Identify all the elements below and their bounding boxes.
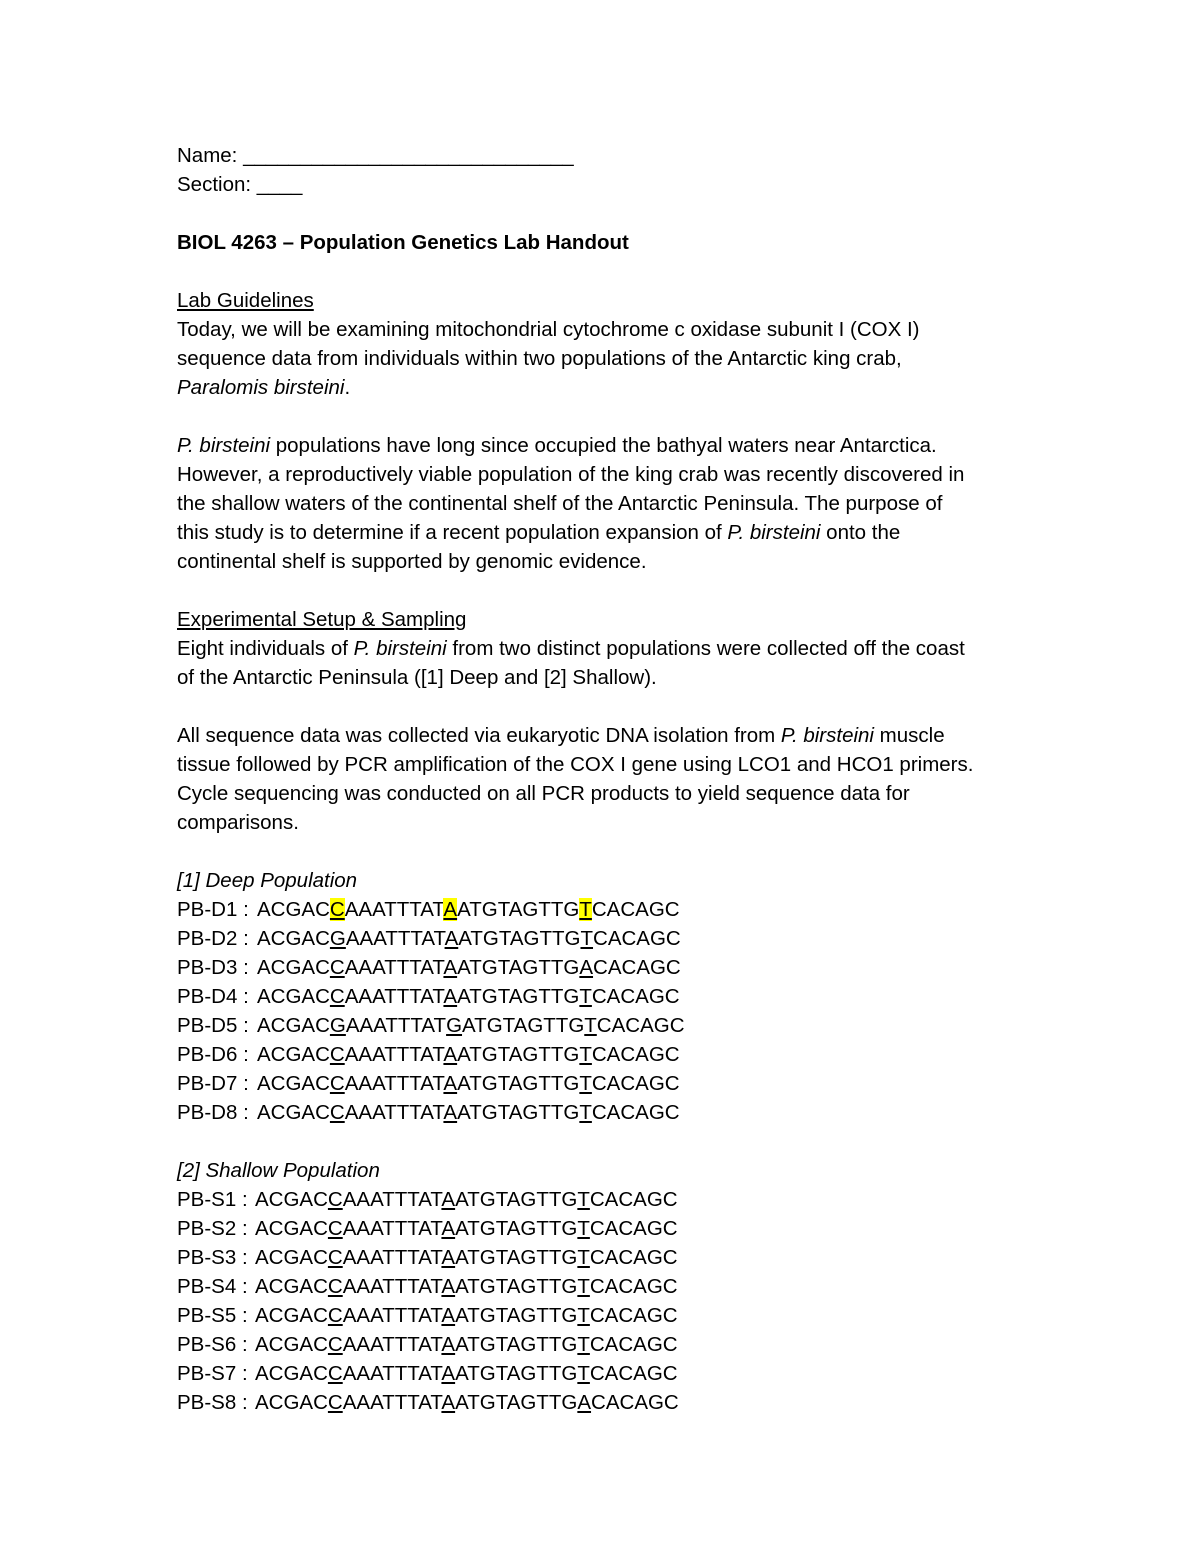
sequence-segment: CACAGC	[589, 1188, 678, 1211]
variable-site: T	[577, 1362, 590, 1385]
sequence-segment: AAATTTAT	[344, 898, 444, 921]
sequence-segment: ATGTAGTTG	[457, 985, 580, 1008]
sequence-row	[177, 1272, 1037, 1301]
sequence-segment: ATGTAGTTG	[455, 1333, 578, 1356]
sequence-segment: ACGAC	[257, 1043, 330, 1066]
sample-id: PB-S7 :	[177, 1362, 248, 1385]
sequence-segment: ACGAC	[257, 985, 330, 1008]
sequence-segment: ATGTAGTTG	[457, 1072, 580, 1095]
sequence-segment: CACAGC	[593, 956, 681, 979]
sequence-segment: ATGTAGTTG	[455, 1188, 578, 1211]
sequence-segment: AAATTTAT	[344, 956, 444, 979]
sequence-segment: AAATTTAT	[342, 1217, 442, 1240]
variable-site: T	[579, 985, 592, 1008]
sequence-row	[177, 924, 1037, 953]
sequence-segment: ATGTAGTTG	[455, 1304, 578, 1327]
setup-text-line: Cycle sequencing was conducted on all PCR products to yield sequence data for	[177, 782, 910, 805]
variable-site: C	[329, 1101, 345, 1124]
dna-sequence	[257, 956, 681, 979]
variable-site: C	[329, 1072, 345, 1095]
variable-site: C	[329, 956, 345, 979]
variable-site: A	[441, 1391, 456, 1414]
spacer	[177, 1127, 1037, 1156]
variable-site: C	[327, 1304, 343, 1327]
name-line	[177, 141, 1037, 170]
sequence-segment: ACGAC	[255, 1333, 328, 1356]
spacer	[177, 257, 1037, 286]
sample-id: PB-D7 :	[177, 1072, 249, 1095]
sample-id: PB-S8 :	[177, 1391, 248, 1414]
variable-site: T	[579, 1072, 592, 1095]
sequence-segment: ACGAC	[255, 1246, 328, 1269]
variable-site: A	[577, 1391, 592, 1414]
sample-id: PB-S4 :	[177, 1275, 248, 1298]
variable-site: C	[327, 1362, 343, 1385]
sequence-row	[177, 1359, 1037, 1388]
sample-id: PB-S1 :	[177, 1188, 248, 1211]
sample-id: PB-D4 :	[177, 985, 249, 1008]
sample-id: PB-S3 :	[177, 1246, 248, 1269]
variable-site: C	[327, 1275, 343, 1298]
dna-sequence	[255, 1391, 679, 1414]
sequence-row	[177, 982, 1037, 1011]
variable-site: G	[329, 1014, 346, 1037]
sequence-segment: ATGTAGTTG	[457, 1043, 580, 1066]
variable-site: C	[327, 1217, 343, 1240]
sequence-segment: ATGTAGTTG	[455, 1246, 578, 1269]
variable-site: A	[441, 1275, 456, 1298]
variable-site: T	[577, 1188, 590, 1211]
dna-sequence	[255, 1246, 678, 1269]
sequence-segment: AAATTTAT	[342, 1275, 442, 1298]
sequence-segment: CACAGC	[591, 1043, 680, 1066]
sequence-segment: ATGTAGTTG	[462, 1014, 585, 1037]
sequence-segment: ACGAC	[257, 1101, 330, 1124]
guidelines-text-line: Paralomis birsteini.	[177, 376, 351, 399]
sequence-segment: AAATTTAT	[344, 985, 444, 1008]
sequence-row	[177, 1040, 1037, 1069]
sequence-segment: CACAGC	[589, 1304, 678, 1327]
sequence-segment: ACGAC	[255, 1188, 328, 1211]
sequence-segment: ACGAC	[257, 1014, 330, 1037]
variable-site: T	[577, 1333, 590, 1356]
variable-site: A	[441, 1333, 456, 1356]
guidelines-text-line: the shallow waters of the continental shelf of the Antarctic Peninsula. The purpose of	[177, 492, 943, 515]
variable-site: A	[443, 956, 458, 979]
variable-site: C	[327, 1188, 343, 1211]
sequence-segment: CACAGC	[589, 1275, 678, 1298]
sequence-row	[177, 953, 1037, 982]
handout-page	[177, 141, 1037, 1417]
species-name: Paralomis birsteini	[177, 376, 345, 399]
sequence-segment: ACGAC	[257, 1072, 330, 1095]
sequence-segment: ACGAC	[255, 1362, 328, 1385]
sequence-segment: AAATTTAT	[342, 1391, 442, 1414]
dna-sequence	[255, 1188, 678, 1211]
variable-site: C	[327, 1246, 343, 1269]
sequence-segment: CACAGC	[591, 898, 680, 921]
dna-sequence	[257, 1072, 680, 1095]
variable-site: C	[329, 898, 345, 921]
guidelines-text-line: continental shelf is supported by genomic evidence.	[177, 550, 647, 573]
variable-site: T	[577, 1304, 590, 1327]
dna-sequence	[257, 927, 681, 950]
sample-id: PB-D8 :	[177, 1101, 249, 1124]
sequence-segment: AAATTTAT	[344, 1101, 444, 1124]
variable-site: C	[329, 1043, 345, 1066]
guidelines-text-line: this study is to determine if a recent population expansion of P. birsteini onto the	[177, 521, 901, 544]
dna-sequence	[255, 1304, 678, 1327]
setup-text-line: Eight individuals of P. birsteini from two distinct populations were collected off the coast	[177, 637, 965, 660]
sequence-row	[177, 1098, 1037, 1127]
dna-sequence	[255, 1275, 678, 1298]
sequence-segment: ATGTAGTTG	[457, 898, 580, 921]
dna-sequence	[255, 1362, 678, 1385]
sequence-row	[177, 1011, 1037, 1040]
sequence-segment: CACAGC	[589, 1246, 678, 1269]
dna-sequence	[257, 985, 680, 1008]
sequence-segment: ACGAC	[257, 898, 330, 921]
sample-id: PB-D2 :	[177, 927, 249, 950]
variable-site: A	[579, 956, 594, 979]
dna-sequence	[257, 898, 680, 921]
sequence-segment: CACAGC	[596, 1014, 685, 1037]
setup-text-line: tissue followed by PCR amplification of the COX I gene using LCO1 and HCO1 primers.	[177, 753, 974, 776]
variable-site: T	[577, 1275, 590, 1298]
deep-population-heading: [1] Deep Population	[177, 869, 358, 892]
species-name: P. birsteini	[353, 637, 447, 660]
sequence-segment: AAATTTAT	[342, 1188, 442, 1211]
sequence-segment: ATGTAGTTG	[457, 956, 580, 979]
sequence-segment: CACAGC	[591, 1072, 680, 1095]
sequence-segment: AAATTTAT	[342, 1304, 442, 1327]
dna-sequence	[257, 1101, 680, 1124]
sample-id: PB-D3 :	[177, 956, 249, 979]
spacer	[177, 692, 1037, 721]
species-name: P. birsteini	[727, 521, 821, 544]
sequence-segment: ACGAC	[255, 1275, 328, 1298]
section-line	[177, 170, 1037, 199]
variable-site: T	[577, 1217, 590, 1240]
name-blank: _____________________________	[243, 144, 574, 167]
variable-site: C	[329, 985, 345, 1008]
species-name: P. birsteini	[780, 724, 874, 747]
sequence-segment: ACGAC	[257, 956, 330, 979]
sequence-segment: CACAGC	[591, 985, 680, 1008]
variable-site: A	[443, 898, 458, 921]
sequence-segment: CACAGC	[591, 1391, 679, 1414]
sequence-segment: ATGTAGTTG	[455, 1362, 578, 1385]
variable-site: T	[580, 927, 594, 950]
variable-site: T	[579, 898, 592, 921]
sequence-segment: ACGAC	[255, 1391, 328, 1414]
variable-site: A	[441, 1246, 456, 1269]
sequence-segment: AAATTTAT	[344, 1072, 444, 1095]
setup-heading: Experimental Setup & Sampling	[177, 608, 467, 631]
variable-site: A	[443, 1043, 458, 1066]
shallow-population-heading: [2] Shallow Population	[177, 1159, 380, 1182]
guidelines-text-line: sequence data from individuals within two populations of the Antarctic king crab,	[177, 347, 902, 370]
sample-id: PB-S2 :	[177, 1217, 248, 1240]
sequence-segment: ATGTAGTTG	[455, 1217, 578, 1240]
variable-site: T	[579, 1101, 592, 1124]
sample-id: PB-S5 :	[177, 1304, 248, 1327]
sequence-segment: ATGTAGTTG	[458, 927, 581, 950]
sequence-row	[177, 1185, 1037, 1214]
sequence-row	[177, 1301, 1037, 1330]
sequence-row	[177, 1069, 1037, 1098]
sequence-row	[177, 1388, 1037, 1417]
variable-site: T	[577, 1246, 590, 1269]
setup-text-line: comparisons.	[177, 811, 299, 834]
dna-sequence	[257, 1043, 680, 1066]
sequence-segment: CACAGC	[593, 927, 681, 950]
sample-id: PB-D5 :	[177, 1014, 249, 1037]
sequence-segment: AAATTTAT	[342, 1333, 442, 1356]
sequence-segment: ATGTAGTTG	[457, 1101, 580, 1124]
sequence-segment: ACGAC	[255, 1304, 328, 1327]
spacer	[177, 837, 1037, 866]
variable-site: A	[441, 1217, 456, 1240]
sequence-segment: AAATTTAT	[344, 1043, 444, 1066]
variable-site: G	[329, 927, 346, 950]
sequence-segment: ATGTAGTTG	[455, 1275, 578, 1298]
variable-site: C	[327, 1391, 343, 1414]
section-label: Section:	[177, 173, 257, 196]
sequence-segment: ATGTAGTTG	[455, 1391, 578, 1414]
spacer	[177, 199, 1037, 228]
sample-id: PB-S6 :	[177, 1333, 248, 1356]
variable-site: G	[446, 1014, 463, 1037]
sequence-row	[177, 1330, 1037, 1359]
name-label: Name:	[177, 144, 244, 167]
dna-sequence	[255, 1217, 678, 1240]
sequence-segment: AAATTTAT	[345, 1014, 447, 1037]
variable-site: T	[584, 1014, 597, 1037]
guidelines-heading: Lab Guidelines	[177, 289, 314, 312]
variable-site: A	[441, 1304, 456, 1327]
sequence-row	[177, 1214, 1037, 1243]
sequence-segment: AAATTTAT	[342, 1362, 442, 1385]
variable-site: A	[441, 1362, 456, 1385]
sequence-segment: AAATTTAT	[342, 1246, 442, 1269]
variable-site: T	[579, 1043, 592, 1066]
sequence-segment: ACGAC	[257, 927, 330, 950]
setup-text-line: of the Antarctic Peninsula ([1] Deep and [2] Shallow).	[177, 666, 657, 689]
sequence-row	[177, 1243, 1037, 1272]
sequence-segment: AAATTTAT	[345, 927, 445, 950]
document-title: BIOL 4263 – Population Genetics Lab Handout	[177, 231, 629, 254]
dna-sequence	[255, 1333, 678, 1356]
variable-site: A	[443, 985, 458, 1008]
variable-site: A	[443, 1072, 458, 1095]
deep-sequence-list	[177, 895, 1037, 1127]
sequence-segment: CACAGC	[591, 1101, 680, 1124]
shallow-sequence-list	[177, 1185, 1037, 1417]
setup-text-line: All sequence data was collected via eukaryotic DNA isolation from P. birsteini muscle	[177, 724, 945, 747]
sample-id: PB-D1 :	[177, 898, 249, 921]
sequence-segment: CACAGC	[589, 1362, 678, 1385]
species-name: P. birsteini	[177, 434, 271, 457]
guidelines-text-line: P. birsteini populations have long since occupied the bathyal waters near Antarctica.	[177, 434, 937, 457]
guidelines-text-line: Today, we will be examining mitochondrial cytochrome c oxidase subunit I (COX I)	[177, 318, 920, 341]
sequence-segment: ACGAC	[255, 1217, 328, 1240]
spacer	[177, 402, 1037, 431]
sample-id: PB-D6 :	[177, 1043, 249, 1066]
spacer	[177, 576, 1037, 605]
variable-site: A	[444, 927, 459, 950]
variable-site: A	[441, 1188, 456, 1211]
variable-site: C	[327, 1333, 343, 1356]
guidelines-text-line: However, a reproductively viable population of the king crab was recently discovered in	[177, 463, 965, 486]
variable-site: A	[443, 1101, 458, 1124]
section-blank: ____	[256, 173, 303, 196]
sequence-segment: CACAGC	[589, 1333, 678, 1356]
dna-sequence	[257, 1014, 685, 1037]
sequence-row	[177, 895, 1037, 924]
sequence-segment: CACAGC	[589, 1217, 678, 1240]
